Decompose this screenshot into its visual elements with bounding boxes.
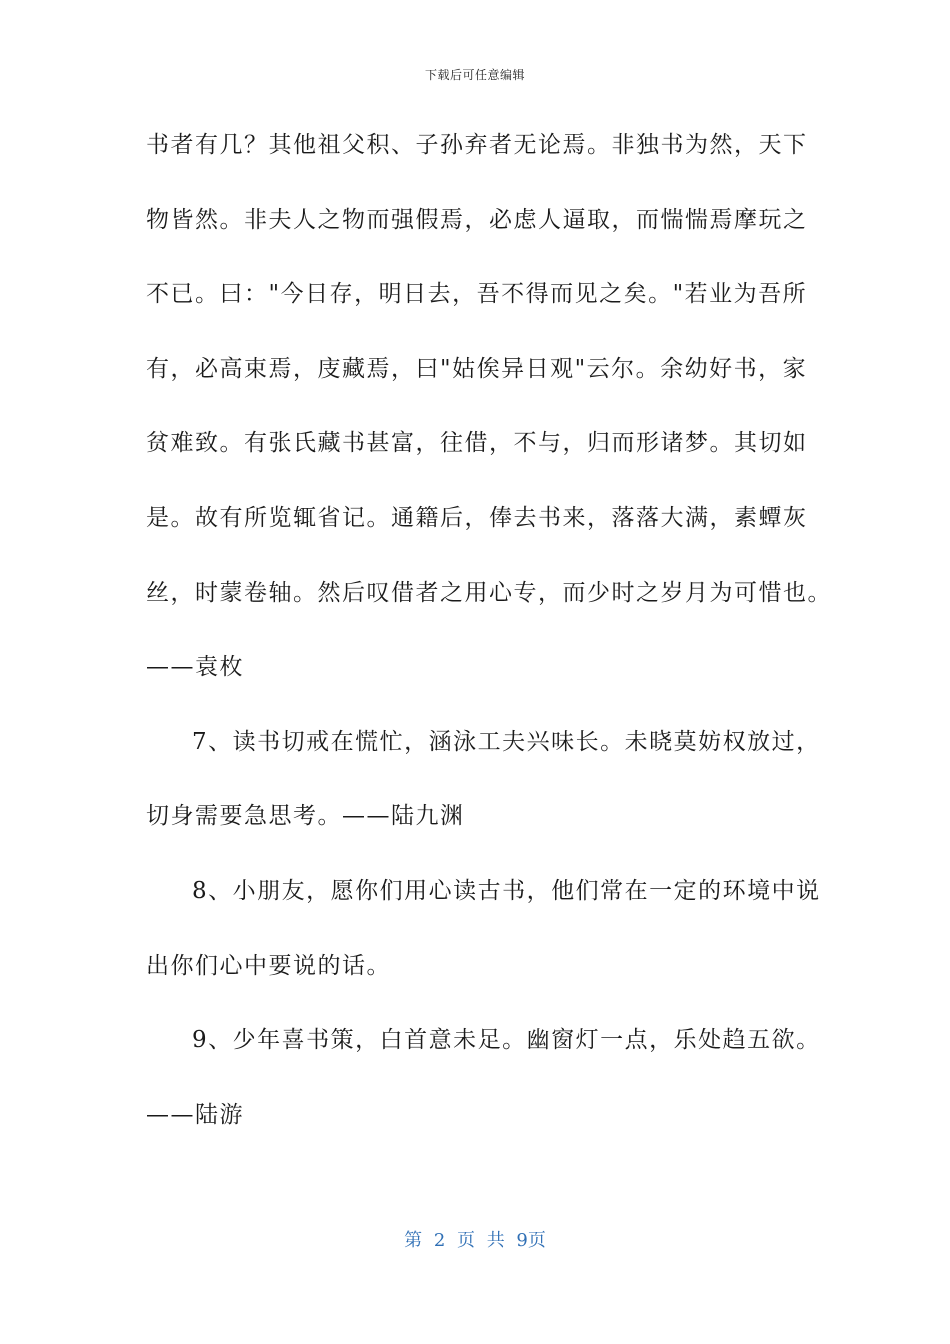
page-number: 第 2 页 共 9页 bbox=[404, 1230, 546, 1251]
quote-item-7: 7、读书切戒在慌忙，涵泳工夫兴味长。未晓莫妨权放过， bbox=[192, 728, 821, 755]
text-line: 物皆然。非夫人之物而强假焉，必虑人逼取，而惴惴焉摩玩之 bbox=[146, 206, 808, 233]
page-header: 下载后可任意编辑 bbox=[424, 68, 525, 82]
quote-author: ——陆游 bbox=[146, 1101, 244, 1128]
text-line: 书者有几？其他祖父积、子孙弃者无论焉。非独书为然，天下 bbox=[146, 132, 808, 158]
document-body bbox=[146, 124, 832, 1168]
text-line: 出你们心中要说的话。 bbox=[146, 952, 391, 979]
quote-item-9: 9、少年喜书策，白首意未足。幽窗灯一点，乐处趋五欲。 bbox=[192, 1027, 821, 1054]
quote-author: ——袁枚 bbox=[146, 654, 244, 681]
text-line: 丝，时蒙卷轴。然后叹借者之用心专，而少时之岁月为可惜也。 bbox=[146, 579, 832, 606]
quote-item-8: 8、小朋友，愿你们用心读古书，他们常在一定的环境中说 bbox=[192, 877, 821, 904]
text-line: 是。故有所览辄省记。通籍后，俸去书来，落落大满，素蟫灰 bbox=[146, 504, 808, 531]
text-line: 不已。曰："今日存，明日去，吾不得而见之矣。"若业为吾所 bbox=[146, 281, 808, 308]
text-line: 切身需要急思考。——陆九渊 bbox=[146, 803, 465, 830]
text-line: 贫难致。有张氏藏书甚富，往借，不与，归而形诸梦。其切如 bbox=[146, 430, 808, 457]
text-line: 有，必高束焉，庋藏焉，曰"姑俟异日观"云尔。余幼好书，家 bbox=[146, 355, 808, 382]
